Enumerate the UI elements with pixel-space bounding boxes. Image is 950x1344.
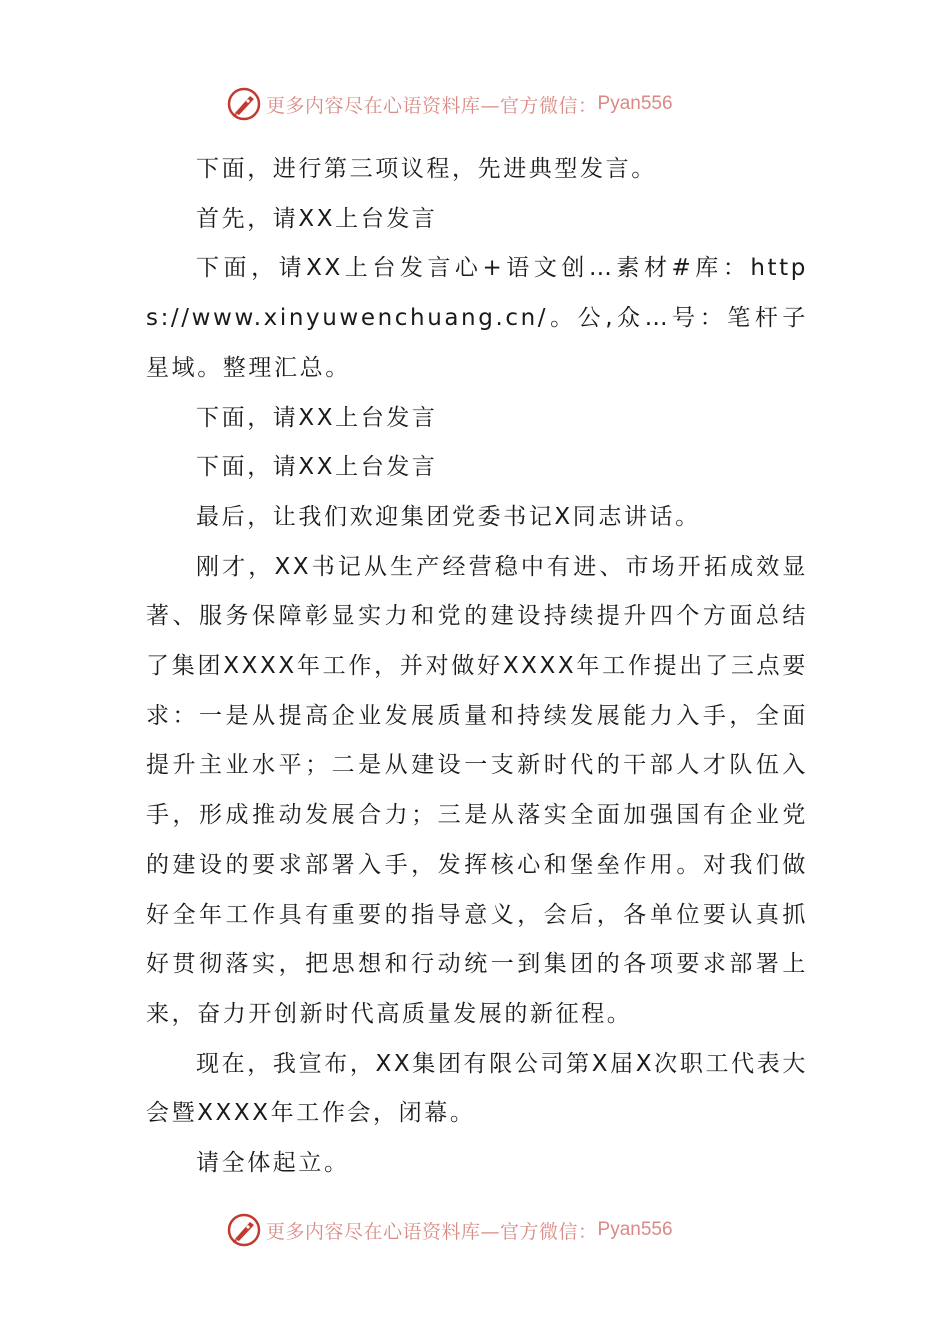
paragraph: 首先，请XX上台发言: [196, 205, 438, 232]
paragraph: 请全体起立。: [196, 1150, 350, 1177]
banner-text: 更多内容尽在心语资料库—官方微信：: [266, 94, 598, 117]
paragraph: 最后，让我们欢迎集团党委书记X同志讲话。: [196, 503, 701, 530]
footer-watermark-banner: [226, 1210, 673, 1250]
pen-nib-circle-icon: [226, 86, 262, 122]
banner-text: 更多内容尽在心语资料库—官方微信：: [266, 1220, 598, 1243]
banner-wechat-handle: Pyan556: [597, 1219, 673, 1240]
header-watermark-banner: [226, 84, 673, 124]
paragraph: 现在，我宣布，XX集团有限公司第X届X次职工代表大会暨XXXX年工作会，闭幕。: [146, 1050, 808, 1127]
banner-wechat-handle: Pyan556: [597, 93, 673, 114]
paragraph: 下面，请XX上台发言: [196, 404, 438, 431]
paragraph: 下面，进行第三项议程，先进典型发言。: [196, 156, 657, 182]
paragraph: 刚才，XX书记从生产经营稳中有进、市场开拓成效显著、服务保障彰显实力和党的建设持续提升四个方面总结了集团XXXX年工作，并对做好XXXX年工作提出了三点要求：一是从提高企业发展质量和持续发展能力入手，全面提升主业水平；二是从建设一支新时代的干部人才队伍入手，形成推动发展合力；三是从落实全面加强国有企业党的建设的要求部署入手，发挥核心和堡垒作用。对我们做好全年工作具有重要的指导意义，会后，各单位要认真抓好贯彻落实，把思想和行动统一到集团的各项要求部署上来，奋力开创新时代高质量发展的新征程。: [146, 553, 808, 1027]
paragraph: 下面，请XX上台发言心+语文创…素材#库：https://www.xinyuwenchuang.cn/。公,众…号：笔杆子星域。整理汇总。: [146, 255, 808, 381]
pen-nib-circle-icon: [226, 1212, 262, 1248]
document-body: [146, 145, 808, 1189]
paragraph: 下面，请XX上台发言: [196, 454, 438, 481]
